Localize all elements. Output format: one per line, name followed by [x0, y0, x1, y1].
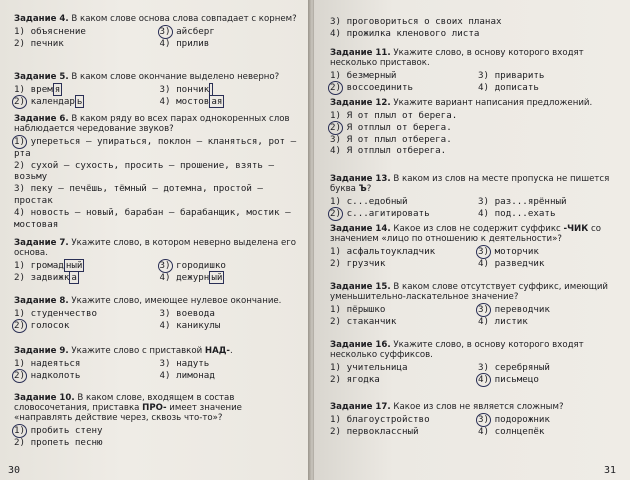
option-number: 2)	[14, 37, 26, 49]
answer-options	[14, 358, 299, 382]
task-t4	[14, 14, 299, 50]
option-text: Я от плыл от берега.	[346, 110, 458, 121]
option-text: учительница	[346, 362, 408, 373]
option-text: пончик	[176, 84, 210, 95]
answer-options	[14, 84, 299, 108]
task-label: Задание 4.	[14, 14, 69, 24]
option-text: ягодка	[346, 373, 380, 385]
task-text: Укажите вариант написания предложений.	[390, 98, 593, 108]
answer-options	[14, 26, 299, 50]
task-prompt	[14, 72, 299, 82]
answer-option[interactable]	[330, 208, 472, 220]
option-number: 3)	[159, 308, 171, 319]
option-text: воссоединить	[346, 81, 414, 93]
answer-option[interactable]	[160, 272, 300, 284]
task-t5	[14, 72, 299, 108]
answer-option[interactable]	[160, 260, 300, 272]
option-number: 3)	[159, 84, 171, 95]
answer-option[interactable]	[330, 70, 472, 82]
option-number: 4)	[159, 95, 171, 107]
task-t16	[330, 340, 620, 386]
task-label: Задание 17.	[330, 402, 391, 412]
answer-option[interactable]	[478, 70, 620, 82]
option-text: лимонад	[176, 369, 215, 381]
option-number: 4)	[478, 315, 490, 327]
option-text: асфальтоукладчик	[346, 246, 436, 257]
task-text: Укажите слово, в котором неверно выделена его основа.	[14, 238, 297, 258]
task-t8	[14, 296, 299, 332]
answer-option[interactable]	[14, 425, 299, 437]
option-number: 4)	[478, 425, 490, 437]
option-number: 2)	[330, 425, 342, 437]
answer-option[interactable]	[14, 308, 154, 320]
task-text: Укажите слово, имеющее нулевое окончание.	[68, 296, 282, 306]
option-text: громад	[30, 260, 64, 271]
option-number: 1)	[330, 246, 342, 257]
answer-option[interactable]	[160, 320, 300, 332]
task-text: В каком ряду во всех парах однокоренных слов наблюдается чередование звуков?	[14, 114, 290, 134]
answer-option[interactable]	[14, 160, 299, 184]
option-text: раз...ярённый	[494, 196, 567, 207]
left-page	[0, 0, 310, 480]
option-text: стаканчик	[346, 315, 397, 327]
option-number: 2)	[330, 121, 342, 133]
option-text: календар	[30, 95, 75, 107]
answer-option[interactable]	[478, 362, 620, 374]
right-page	[314, 0, 630, 480]
option-text: задвижк	[30, 271, 70, 283]
task-text: В каком из слов на месте пропуска не пишется буква	[330, 174, 610, 194]
answer-option[interactable]	[330, 246, 472, 258]
option-text: моторчик	[494, 246, 539, 257]
answer-options	[330, 414, 620, 438]
option-number: 2)	[330, 315, 342, 327]
task-label: Задание 5.	[14, 72, 69, 82]
task-t11	[330, 48, 620, 94]
answer-options	[330, 362, 620, 386]
answer-option[interactable]	[14, 26, 154, 38]
task-text-tail: со значением «лицо по отношению к деятельности»?	[330, 224, 601, 244]
answer-option[interactable]	[14, 272, 154, 284]
task-marker: НАД-	[204, 346, 230, 356]
page-number: 30	[8, 465, 21, 476]
answer-option[interactable]	[330, 196, 472, 208]
option-text: Я отплыл отберега.	[346, 145, 447, 157]
option-number: 1)	[14, 26, 26, 37]
option-number: 3)	[330, 16, 342, 27]
option-text: Я от плыл отберега.	[346, 133, 452, 145]
ending-box: ый	[211, 271, 223, 283]
answer-option[interactable]	[160, 38, 300, 50]
option-text: пробить стену	[30, 425, 103, 436]
task-prompt	[14, 393, 299, 423]
answer-option[interactable]	[478, 414, 620, 426]
carryover-options	[330, 16, 620, 40]
answer-option[interactable]	[478, 246, 620, 258]
answer-option[interactable]	[478, 196, 620, 208]
option-number: 2)	[14, 319, 26, 331]
option-text: пропеть песню	[30, 436, 103, 448]
option-text: под...ехать	[494, 207, 556, 219]
option-text: первоклассный	[346, 425, 419, 437]
answer-option[interactable]	[14, 136, 299, 160]
answer-options	[14, 425, 299, 449]
answer-options	[330, 246, 620, 270]
answer-option[interactable]	[330, 374, 472, 386]
task-t7	[14, 238, 299, 284]
answer-option[interactable]	[478, 426, 620, 438]
answer-option[interactable]	[330, 110, 620, 122]
task-label: Задание 10.	[14, 393, 75, 403]
task-t6	[14, 114, 299, 230]
task-label: Задание 6.	[14, 114, 69, 124]
option-text: подорожник	[494, 414, 550, 425]
option-text: упереться — упираться, поклон — кланяться, рот — рта	[14, 136, 297, 159]
task-prompt	[14, 14, 299, 24]
option-number: 4)	[159, 319, 171, 331]
task-t17	[330, 402, 620, 438]
option-number: 1)	[14, 308, 26, 319]
answer-options	[14, 136, 299, 230]
option-number: 1)	[330, 414, 342, 425]
option-number: 3)	[478, 246, 490, 257]
task-marker: Ъ	[358, 184, 367, 194]
task-text-tail: .	[230, 346, 233, 356]
option-number: 3)	[478, 70, 490, 81]
task-t9	[14, 346, 299, 382]
option-text: прожилка кленового листа	[346, 27, 480, 39]
option-number: 1)	[330, 110, 342, 121]
task-prompt	[330, 402, 620, 412]
option-text: серебряный	[494, 362, 550, 373]
task-text: В каком слове окончание выделено неверно?	[68, 72, 280, 82]
option-text: безмерный	[346, 70, 397, 81]
task-prompt	[330, 98, 620, 108]
task-prompt	[14, 114, 299, 134]
task-marker: -ЧИК	[563, 224, 589, 234]
answer-option[interactable]	[330, 426, 472, 438]
answer-option[interactable]	[14, 370, 154, 382]
option-number: 3)	[14, 183, 26, 195]
answer-option[interactable]	[330, 414, 472, 426]
answer-option[interactable]	[478, 304, 620, 316]
answer-option[interactable]	[14, 38, 154, 50]
option-text: печник	[30, 37, 64, 49]
option-number: 4)	[159, 37, 171, 49]
option-text: переводчик	[494, 304, 550, 315]
option-text: голосок	[30, 319, 70, 331]
option-number: 3)	[478, 414, 490, 425]
answer-option[interactable]	[14, 207, 299, 231]
option-text: новость — новый, барабан — барабанщик, мостик — мостовая	[14, 206, 291, 230]
option-number: 3)	[159, 260, 171, 271]
answer-options	[330, 304, 620, 328]
option-text: дежурн	[176, 271, 210, 283]
answer-option[interactable]	[330, 145, 620, 157]
option-text: приварить	[494, 70, 545, 81]
task-text: В каком слове отсутствует суффикс, имеющий уменьшительно-ласкательное значение?	[330, 282, 609, 302]
option-text: проговориться о своих планах	[346, 16, 502, 27]
option-number: 3)	[478, 196, 490, 207]
option-text: листик	[494, 315, 528, 327]
page-number: 31	[603, 465, 616, 476]
answer-option[interactable]	[160, 358, 300, 370]
answer-option[interactable]	[330, 304, 472, 316]
answer-option[interactable]	[330, 258, 472, 270]
answer-options	[330, 70, 620, 94]
option-text: надуть	[176, 358, 210, 369]
option-number: 1)	[14, 358, 26, 369]
option-text: воевода	[176, 308, 215, 319]
task-marker: ПРО-	[142, 403, 167, 413]
task-text: Какое из слов не является сложным?	[390, 402, 564, 412]
task-label: Задание 11.	[330, 48, 391, 58]
task-prompt	[330, 224, 620, 244]
option-text: айсберг	[176, 26, 215, 37]
task-t13	[330, 174, 620, 220]
option-number: 2)	[14, 95, 26, 107]
option-text: каникулы	[176, 319, 221, 331]
option-text: пеку — печёшь, тёмный — дотемна, простой — простак	[14, 183, 263, 206]
option-number: 1)	[14, 84, 26, 95]
option-text: объяснение	[30, 26, 86, 37]
answer-option[interactable]	[330, 362, 472, 374]
answer-option[interactable]	[14, 183, 299, 207]
option-number: 1)	[330, 70, 342, 81]
answer-option[interactable]	[478, 258, 620, 270]
option-number: 2)	[14, 369, 26, 381]
task-prompt	[330, 340, 620, 360]
option-text: грузчик	[346, 257, 386, 269]
option-number: 3)	[478, 304, 490, 315]
answer-option[interactable]	[478, 82, 620, 94]
carryover-option[interactable]	[330, 16, 620, 28]
option-text: с...агитировать	[346, 207, 430, 219]
option-number: 2)	[14, 271, 26, 283]
ending-box: ь	[76, 95, 83, 107]
option-text: студенчество	[30, 308, 98, 319]
task-label: Задание 16.	[330, 340, 391, 350]
option-number: 3)	[159, 358, 171, 369]
task-text: Укажите слово, в основу которого входят несколько суффиксов.	[330, 340, 584, 360]
answer-option[interactable]	[160, 96, 300, 108]
option-text: мостов	[176, 95, 210, 107]
option-text: пёрышко	[346, 304, 386, 315]
ending-box: я	[54, 84, 61, 95]
option-number: 1)	[330, 362, 342, 373]
option-number: 1)	[330, 304, 342, 315]
task-label: Задание 13.	[330, 174, 391, 184]
task-prompt	[14, 346, 299, 356]
option-text: врем	[30, 84, 53, 95]
option-number: 2)	[330, 207, 342, 219]
option-number: 1)	[14, 425, 26, 436]
option-number: 2)	[330, 81, 342, 93]
task-t15	[330, 282, 620, 328]
option-text: солнцепёк	[494, 425, 545, 437]
answer-option[interactable]	[14, 358, 154, 370]
task-prompt	[14, 238, 299, 258]
option-text: надеяться	[30, 358, 81, 369]
task-label: Задание 12.	[330, 98, 391, 108]
option-text: сухой — сухость, просить — прошение, взять — возьму	[14, 159, 275, 183]
option-number: 2)	[14, 436, 26, 448]
carryover-option[interactable]	[330, 28, 620, 40]
option-number: 3)	[478, 362, 490, 373]
option-text: письмецо	[494, 373, 539, 385]
answer-option[interactable]	[330, 134, 620, 146]
task-label: Задание 7.	[14, 238, 69, 248]
option-number: 4)	[159, 271, 171, 283]
option-text: городишко	[176, 260, 226, 271]
option-number: 4)	[330, 145, 342, 157]
answer-option[interactable]	[160, 308, 300, 320]
answer-options	[14, 308, 299, 332]
answer-option[interactable]	[478, 316, 620, 328]
task-label: Задание 9.	[14, 346, 69, 356]
option-number: 4)	[478, 81, 490, 93]
answer-option[interactable]	[160, 84, 300, 96]
task-label: Задание 15.	[330, 282, 391, 292]
option-text: разведчик	[494, 257, 545, 269]
task-prompt	[330, 174, 620, 194]
option-number: 2)	[330, 373, 342, 385]
task-text: В каком слове основа слова совпадает с корнем?	[68, 14, 297, 24]
answer-option[interactable]	[160, 370, 300, 382]
option-text: благоустройство	[346, 414, 430, 425]
answer-option[interactable]	[478, 374, 620, 386]
answer-options	[14, 260, 299, 284]
task-t10	[14, 393, 299, 449]
answer-option[interactable]	[14, 437, 299, 449]
option-number: 2)	[14, 159, 26, 171]
answer-option[interactable]	[14, 260, 154, 272]
option-number: 1)	[14, 136, 26, 147]
option-number: 2)	[330, 257, 342, 269]
task-label: Задание 14.	[330, 224, 391, 234]
task-text: Укажите слово, в основу которого входят несколько приставок.	[330, 48, 584, 68]
option-number: 4)	[478, 257, 490, 269]
answer-option[interactable]	[160, 26, 300, 38]
option-number: 1)	[14, 260, 26, 271]
task-text: Укажите слово с приставкой	[68, 346, 205, 356]
option-number: 4)	[330, 27, 342, 39]
answer-option[interactable]	[330, 316, 472, 328]
task-t14	[330, 224, 620, 270]
option-text: дописать	[494, 81, 539, 93]
answer-option[interactable]	[478, 208, 620, 220]
option-text: с...едобный	[346, 196, 408, 207]
task-prompt	[330, 48, 620, 68]
option-number: 4)	[159, 369, 171, 381]
option-number: 4)	[14, 206, 26, 218]
task-text-tail: имеет значение «направлять действие через, сквозь что-то»?	[14, 403, 242, 423]
option-number: 4)	[478, 207, 490, 219]
task-text-tail: ?	[366, 184, 372, 194]
option-number: 3)	[159, 26, 171, 37]
answer-options	[330, 110, 620, 157]
task-prompt	[14, 296, 299, 306]
option-number: 4)	[478, 373, 490, 385]
ending-box: а	[71, 271, 77, 283]
answer-option[interactable]	[14, 320, 154, 332]
task-text: В каком слове, входящем в состав словосочетания, приставка	[14, 393, 235, 413]
option-text: надколоть	[30, 369, 81, 381]
option-number: 3)	[330, 133, 342, 145]
option-number: 1)	[330, 196, 342, 207]
option-text: Я отплыл от берега.	[346, 121, 452, 133]
answer-option[interactable]	[14, 96, 154, 108]
ending-box: ая	[211, 95, 223, 107]
answer-option[interactable]	[330, 122, 620, 134]
task-prompt	[330, 282, 620, 302]
ending-box: ный	[65, 260, 83, 271]
option-text: прилив	[176, 37, 210, 49]
answer-option[interactable]	[330, 82, 472, 94]
answer-options	[330, 196, 620, 220]
task-t12	[330, 98, 620, 157]
task-text: Какое из слов не содержит суффикс	[390, 224, 564, 234]
task-label: Задание 8.	[14, 296, 69, 306]
